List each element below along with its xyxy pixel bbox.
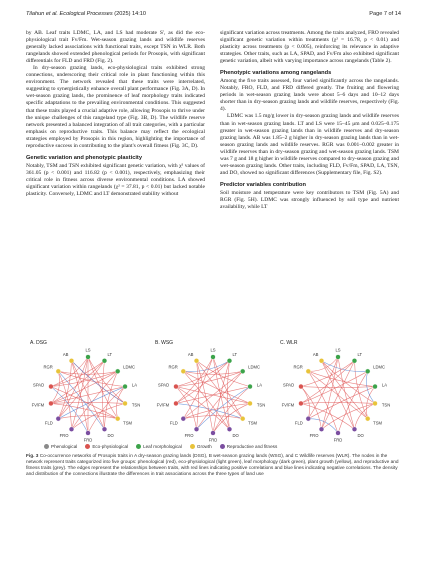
figure-3 <box>26 337 401 447</box>
node-label: LT <box>232 352 238 358</box>
node-label: LS <box>85 347 91 353</box>
network-edge <box>183 361 229 372</box>
caption-text: Co-occurrence networks of Prosopis traits in A dry-season grazing lands (DSG), B wet-season grazing lands (WSG), and C Wildlife reserves (WLR). The nodes in the network represent traits categorized into five groups: phenological (red), eco-physiological (light green), leaf morphology (dark green), plant growth (yellow), and reproductive and fitness traits (grey). The edges represent the relationships between traits, with red lines indicating positive correlations and blue lines indicating negative correlations. The density and distribution of the connections illustrate the differences in trait associations across the three types of land use <box>26 454 399 477</box>
network-node <box>123 401 128 406</box>
node-label: FV/FM <box>156 402 170 408</box>
node-label: TSN <box>381 402 391 408</box>
caption-label: Fig. 3 <box>26 454 39 459</box>
paragraph: Among the five traits assessed, four varied significantly across the rangelands. Notably, FRO, FLD, and FRD differed greatly. The fruiting and flowering periods in wet-season grazing lands were about 5–6 days and 10–12 days shorter than in dry-season grazing lands and wildlife reserves, respectively (Fig. 4). <box>220 78 399 113</box>
section-heading: Predictor variables contribution <box>220 181 306 188</box>
node-label: AB <box>62 352 69 358</box>
network-panel-b <box>155 340 265 443</box>
node-label: TSN <box>131 402 141 408</box>
legend-item <box>136 444 182 449</box>
panel-title: C. WLR <box>280 340 298 346</box>
node-label: FLD <box>44 420 53 426</box>
node-label: FLD <box>169 420 178 426</box>
section-heading: Phenotypic variations among rangelands <box>220 70 332 77</box>
right-column <box>220 30 399 211</box>
network-edge <box>51 403 118 418</box>
network-node <box>49 401 54 406</box>
network-node <box>227 427 232 432</box>
node-label: TSN <box>256 402 266 408</box>
network-edge <box>88 357 125 403</box>
legend-item <box>220 444 278 449</box>
network-node <box>373 401 378 406</box>
legend-item <box>44 444 77 449</box>
paragraph: Soil moisture and temperature were key contributors to TSM (Fig. 5A) and RGR (Fig. 5H). LDMC was strongly influenced by soil type and nutrient availability, while LT <box>220 189 399 210</box>
legend-swatch <box>136 444 141 449</box>
network-node <box>102 427 107 432</box>
network-edge <box>183 416 242 419</box>
node-label: AB <box>312 352 319 358</box>
network-node <box>86 431 91 436</box>
node-label: AB <box>187 352 194 358</box>
legend-swatch <box>220 444 225 449</box>
journal-name: Ecological Processes <box>59 11 113 17</box>
network-node <box>227 358 232 363</box>
network-node <box>319 427 324 432</box>
network-node <box>123 384 128 389</box>
network-node <box>115 416 120 421</box>
legend-label: Growth <box>196 444 212 449</box>
network-node <box>306 369 311 374</box>
node-label: LDMC <box>248 364 261 370</box>
node-label: FV/FM <box>31 402 45 408</box>
node-label: TSM <box>123 420 133 426</box>
legend-swatch <box>44 444 49 449</box>
network-node <box>352 358 357 363</box>
volume-info: (2025) 14:10 <box>114 11 147 17</box>
node-label: FRO <box>309 433 319 439</box>
network-panel-a <box>30 340 140 443</box>
node-label: SPAD <box>158 382 170 388</box>
page-header <box>26 11 401 17</box>
node-label: FRO <box>184 433 194 439</box>
legend-label: Leaf morphological <box>143 444 182 449</box>
network-node <box>240 416 245 421</box>
network-node <box>306 416 311 421</box>
legend-swatch <box>190 444 195 449</box>
node-label: SPAD <box>33 382 45 388</box>
network-node <box>174 384 179 389</box>
network-node <box>336 355 341 360</box>
left-column <box>26 30 205 198</box>
node-label: LA <box>131 382 137 388</box>
node-label: TSM <box>248 420 258 426</box>
node-label: LT <box>357 352 363 358</box>
network-figure <box>26 337 401 445</box>
node-label: LDMC <box>373 364 386 370</box>
network-node <box>56 416 61 421</box>
network-edge <box>301 387 322 430</box>
node-label: SPAD <box>283 382 295 388</box>
legend-label: Eco-physiological <box>92 444 129 449</box>
node-label: LT <box>107 352 113 358</box>
network-node <box>115 369 120 374</box>
network-node <box>336 431 341 436</box>
figure-caption <box>26 454 401 478</box>
network-node <box>248 401 253 406</box>
network-panel-c <box>280 340 390 443</box>
network-node <box>194 427 199 432</box>
panel-title: A. DSG <box>30 340 47 346</box>
legend-item <box>190 444 212 449</box>
network-node <box>69 427 74 432</box>
node-label: FRD <box>83 437 93 443</box>
legend-label: Reproductive and fitness <box>226 444 278 449</box>
node-label: FV/FM <box>281 402 295 408</box>
network-node <box>211 431 216 436</box>
network-node <box>373 384 378 389</box>
network-node <box>194 358 199 363</box>
network-node <box>102 358 107 363</box>
network-node <box>211 355 216 360</box>
network-node <box>69 358 74 363</box>
paragraph: LDMC was 1.5 mg/g lower in dry-season grazing lands and wildlife reserves than in wet-season grazing lands. LT and LS were 15–45 μm and 0.025–0.175 greater in wet-season grazing lands than in wildlife reserves and dry-season grazing lands. AB was 1.85–2 g higher in dry-season grazing lands than in wet-season grazing lands and wildlife reserves. RGR was 0.001–0.002 greater in wildlife reserves than in dry-season grazing and wet-season grazing lands. TSM was 7 g and 18 g higher in wildlife reserves compared to dry-season grazing and wet-season grazing lands. Other traits, including FLD, Fv/Fm, SPAD, LA, TSN, and DO, showed no significant differences (Supplementary file, Fig. S2). <box>220 113 399 176</box>
network-node <box>248 384 253 389</box>
node-label: FRD <box>333 437 343 443</box>
page-number: Page 7 of 14 <box>369 11 401 17</box>
network-node <box>299 401 304 406</box>
network-node <box>240 369 245 374</box>
authors: Tilahun et al. <box>26 11 58 17</box>
paragraph: Notably, TSM and TSN exhibited significant genetic variation, with χ² values of 361.05 (p < 0.001) and 116.82 (p < 0.001), respectively, emphasizing their critical role in fitness across diverse environmental conditions. LA showed significant variation within rangelands (χ² = 37.81, p < 0.01) but lacked notable plasticity. Conversely, LDMC and LT demonstrated stability without <box>26 162 205 197</box>
network-node <box>319 358 324 363</box>
legend-item <box>85 444 128 449</box>
node-label: RGR <box>293 364 303 370</box>
paragraph: by AB. Leaf traits LDMC, LA, and LS had moderate S', as did the eco-physiological trait Fv/Fm. Wet-season grazing lands and wildlife reserves generally lacked associations with functional traits, except TSN in WLR. Both rangelands showed extended phenological periods for Prosopis, with significant differentials for FLD and FRD (Fig. 2). <box>26 30 205 65</box>
running-head <box>26 11 146 17</box>
network-node <box>49 384 54 389</box>
network-node <box>181 416 186 421</box>
network-node <box>352 427 357 432</box>
node-label: RGR <box>168 364 178 370</box>
section-heading: Genetic variation and phenotypic plasticity <box>26 154 142 161</box>
network-node <box>174 401 179 406</box>
network-node <box>56 369 61 374</box>
node-label: LDMC <box>123 364 136 370</box>
network-node <box>181 369 186 374</box>
legend-label: Phenological <box>51 444 78 449</box>
node-label: FLD <box>294 420 303 426</box>
network-node <box>365 369 370 374</box>
node-label: RGR <box>43 364 53 370</box>
figure-legend <box>44 444 277 449</box>
node-label: TSM <box>373 420 383 426</box>
node-label: FRD <box>208 437 218 443</box>
node-label: FRO <box>59 433 69 439</box>
network-node <box>86 355 91 360</box>
panel-title: B. WSG <box>155 340 174 346</box>
node-label: DO <box>107 433 114 439</box>
node-label: LS <box>335 347 341 353</box>
node-label: DO <box>232 433 239 439</box>
paragraph: In dry-season grazing lands, eco-physiological traits exhibited strong connections, underscoring their critical role in plant functioning within this environment. The network revealed that these traits were interrelated, suggesting to synergistically enhance overall plant performance (Fig. 3A, D). In wet-season grazing lands, the prominence of leaf morphology traits indicated specific adaptations to the prevailing environmental conditions. This suggested that these traits played a crucial adaptive role, allowing Prosopis to thrive under the unique challenges of this rangeland type (Fig. 3B, D). The wildlife reserve network presented a balanced integration of all trait categories, with a particular emphasis on reproductive traits. This balance may reflect the ecological strategies employed by Prosopis in this region, highlighting the importance of reproductive success in contributing to the plant's overall fitness (Fig. 3C, D). <box>26 65 205 149</box>
node-label: LA <box>256 382 262 388</box>
node-label: LS <box>210 347 216 353</box>
network-node <box>365 416 370 421</box>
node-label: LA <box>381 382 387 388</box>
legend-swatch <box>85 444 90 449</box>
network-node <box>299 384 304 389</box>
paragraph: significant variation across treatments. Among the traits analyzed, FRO revealed significant genetic variation within treatments (χ² = 16.78, p < 0.01) and plasticity across treatments (p < 0.005), reinforcing its relevance in adaptive strategies. Other traits, such as LA, SPAD, and Fv/Fm also exhibited significant genetic variation, albeit with varying importance across rangelands (Table 2). <box>220 30 399 65</box>
node-label: DO <box>357 433 364 439</box>
